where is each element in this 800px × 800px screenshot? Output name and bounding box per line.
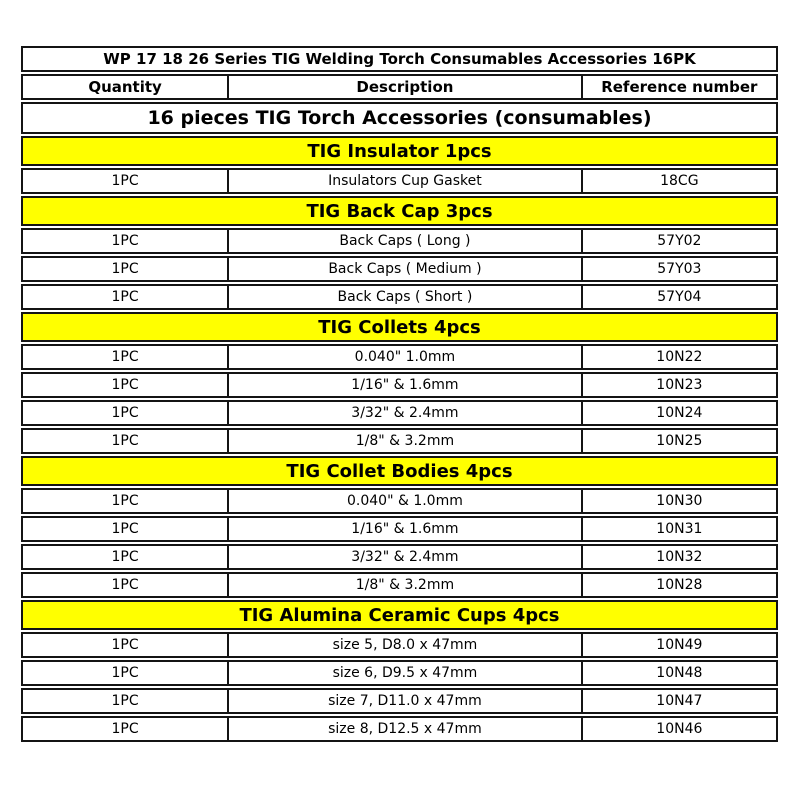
description-cell: 1/16" & 1.6mm [229, 516, 583, 542]
description-cell: size 6, D9.5 x 47mm [229, 660, 583, 686]
reference-cell: 10N46 [583, 716, 778, 742]
section-header-row [21, 600, 778, 630]
table-row [21, 516, 778, 542]
description-cell: size 8, D12.5 x 47mm [229, 716, 583, 742]
reference-cell: 10N24 [583, 400, 778, 426]
description-cell: Back Caps ( Long ) [229, 228, 583, 254]
reference-cell: 57Y03 [583, 256, 778, 282]
reference-cell: 10N23 [583, 372, 778, 398]
table-row [21, 428, 778, 454]
description-cell: size 7, D11.0 x 47mm [229, 688, 583, 714]
table-row [21, 688, 778, 714]
table-row [21, 168, 778, 194]
consumables-table [21, 44, 778, 744]
section-header-row [21, 312, 778, 342]
column-header-quantity: Quantity [21, 74, 229, 100]
table-row [21, 284, 778, 310]
reference-cell: 10N28 [583, 572, 778, 598]
table-title: WP 17 18 26 Series TIG Welding Torch Consumables Accessories 16PK [21, 46, 778, 72]
quantity-cell: 1PC [21, 716, 229, 742]
description-cell: Back Caps ( Short ) [229, 284, 583, 310]
table-row [21, 228, 778, 254]
section-header: TIG Collets 4pcs [21, 312, 778, 342]
quantity-cell: 1PC [21, 228, 229, 254]
description-cell: 3/32" & 2.4mm [229, 400, 583, 426]
quantity-cell: 1PC [21, 400, 229, 426]
quantity-cell: 1PC [21, 428, 229, 454]
reference-cell: 10N49 [583, 632, 778, 658]
quantity-cell: 1PC [21, 516, 229, 542]
section-header: TIG Collet Bodies 4pcs [21, 456, 778, 486]
description-cell: 1/8" & 3.2mm [229, 428, 583, 454]
table-row [21, 572, 778, 598]
table-row [21, 488, 778, 514]
reference-cell: 10N32 [583, 544, 778, 570]
table-subtitle: 16 pieces TIG Torch Accessories (consumables) [21, 102, 778, 134]
section-header: TIG Back Cap 3pcs [21, 196, 778, 226]
quantity-cell: 1PC [21, 688, 229, 714]
description-cell: 0.040" & 1.0mm [229, 488, 583, 514]
quantity-cell: 1PC [21, 572, 229, 598]
quantity-cell: 1PC [21, 632, 229, 658]
quantity-cell: 1PC [21, 256, 229, 282]
table-row [21, 256, 778, 282]
reference-cell: 10N31 [583, 516, 778, 542]
reference-cell: 10N22 [583, 344, 778, 370]
description-cell: 1/8" & 3.2mm [229, 572, 583, 598]
reference-cell: 18CG [583, 168, 778, 194]
table-subtitle-row [21, 102, 778, 134]
table-title-row [21, 46, 778, 72]
description-cell: 1/16" & 1.6mm [229, 372, 583, 398]
reference-cell: 57Y04 [583, 284, 778, 310]
table-row [21, 344, 778, 370]
section-header: TIG Insulator 1pcs [21, 136, 778, 166]
reference-cell: 10N30 [583, 488, 778, 514]
reference-cell: 10N47 [583, 688, 778, 714]
section-header: TIG Alumina Ceramic Cups 4pcs [21, 600, 778, 630]
table-row [21, 400, 778, 426]
quantity-cell: 1PC [21, 660, 229, 686]
table-row [21, 716, 778, 742]
quantity-cell: 1PC [21, 488, 229, 514]
reference-cell: 10N48 [583, 660, 778, 686]
column-header-reference: Reference number [583, 74, 778, 100]
description-cell: Insulators Cup Gasket [229, 168, 583, 194]
column-header-description: Description [229, 74, 583, 100]
quantity-cell: 1PC [21, 344, 229, 370]
description-cell: 0.040" 1.0mm [229, 344, 583, 370]
quantity-cell: 1PC [21, 544, 229, 570]
description-cell: Back Caps ( Medium ) [229, 256, 583, 282]
reference-cell: 10N25 [583, 428, 778, 454]
sections-body [21, 136, 778, 742]
reference-cell: 57Y02 [583, 228, 778, 254]
description-cell: 3/32" & 2.4mm [229, 544, 583, 570]
quantity-cell: 1PC [21, 372, 229, 398]
section-header-row [21, 456, 778, 486]
table-row [21, 544, 778, 570]
quantity-cell: 1PC [21, 168, 229, 194]
table-row [21, 372, 778, 398]
section-header-row [21, 136, 778, 166]
column-header-row [21, 74, 778, 100]
table-row [21, 632, 778, 658]
quantity-cell: 1PC [21, 284, 229, 310]
description-cell: size 5, D8.0 x 47mm [229, 632, 583, 658]
table-row [21, 660, 778, 686]
section-header-row [21, 196, 778, 226]
